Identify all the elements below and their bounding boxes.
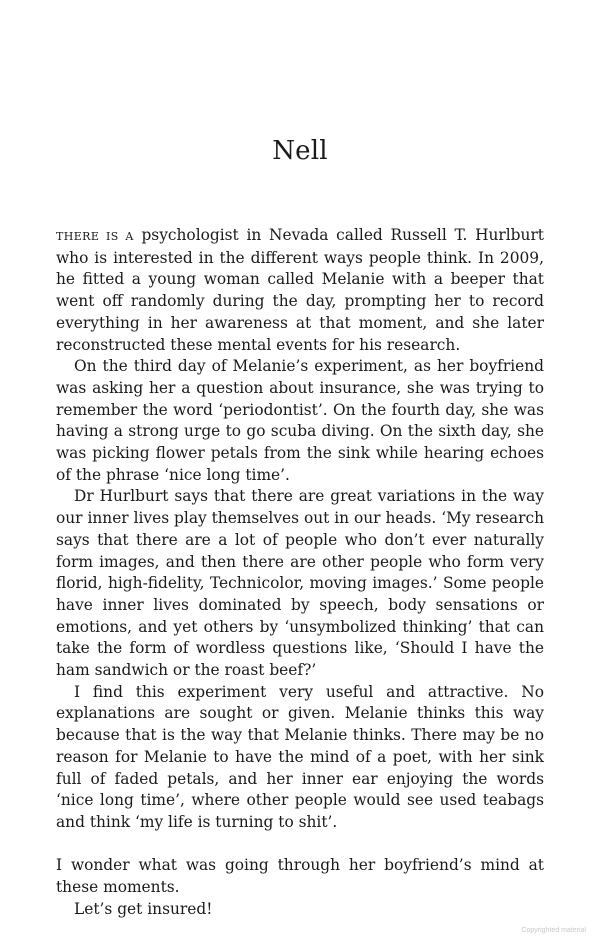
copyright-watermark: Copyrighted material bbox=[521, 927, 586, 934]
paragraph-5: I wonder what was going through her boyfriend’s mind at these moments. bbox=[56, 856, 544, 897]
paragraph-3: Dr Hurlburt says that there are great variations in the way our inner lives play themselves out in our heads. ‘My research says that there are a lot of people who don’t ever naturally form images, and then there are other people who form very florid, high-fidelity, Technicolor, moving images.’ Some people have inner lives dominated by speech, body sensations or emotions, and yet others by ‘unsymbolized thinking’ that can take the form of wordless questions like, ‘Should I have the ham sandwich or the roast beef?’ bbox=[56, 487, 544, 680]
chapter-title: Nell bbox=[272, 136, 328, 166]
paragraph-2: On the third day of Melanie’s experiment, as her boyfriend was asking her a question about insurance, she was trying to remember the word ‘periodontist’. On the fourth day, she was having a strong urge to go scuba diving. On the sixth day, she was picking flower petals from the sink while hearing echoes of the phrase ‘nice long time’. bbox=[56, 357, 544, 484]
paragraph-4: I find this experiment very useful and attractive. No explanations are sought or given. Melanie thinks this way because that is the way that Melanie thinks. There may be no reason for Melanie to have the mind of a poet, with her sink full of faded petals, and her inner ear enjoying the words ‘nice long time’, where other people would see used teabags and think ‘my life is turning to shit’. bbox=[56, 682, 544, 831]
paragraph-1-text: psychologist in Nevada called Russell T. Hurlburt who is interested in the different ways people think. In 2009, he fitted a young woman called Melanie with a beeper that went off randomly during the day, prompting her to record everything in her awareness at that moment, and she later reconstructed these mental events for his research. bbox=[56, 226, 544, 354]
paragraph-6: Let’s get insured! bbox=[74, 899, 213, 918]
body-text bbox=[56, 225, 544, 920]
paragraph-1 bbox=[56, 225, 544, 356]
opening-smallcaps: THERE IS A bbox=[56, 230, 134, 243]
